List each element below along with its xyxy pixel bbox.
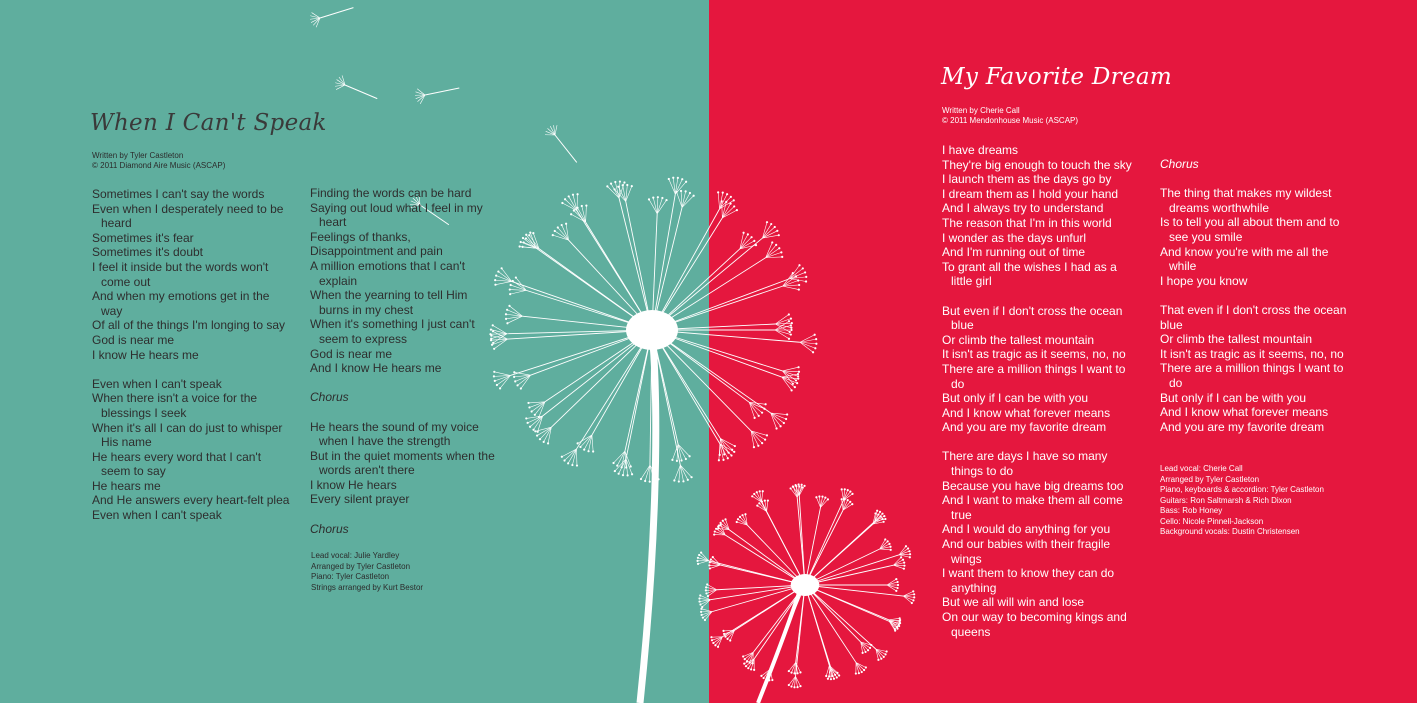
song-title: When I Can't Speak [90,110,327,136]
lyrics-column [310,186,500,536]
lyric-line: I want them to know they can do anything [942,566,1115,595]
lyric-line: A million emotions that I can't explain [310,258,466,288]
lyric-line: When there isn't a voice for the blessings I seek [92,391,258,420]
lyric-line: Or climb the tallest mountain [1160,332,1313,347]
lyric-line: And I always try to understand [942,201,1104,216]
lyric-line: Every silent prayer [310,492,410,507]
lyric-line: Sometimes it's doubt [92,245,204,260]
lyric-line: But in the quiet moments when the words aren't there [310,448,495,478]
stanza-break [310,376,500,391]
stanza-break [1160,172,1355,187]
credit-line: Strings arranged by Kurt Bestor [311,582,424,592]
credit-line: Arranged by Tyler Castleton [311,561,411,571]
lyrics-column [92,187,292,523]
lyrics-column [1160,157,1355,434]
stanza-break [310,405,500,420]
lyric-line: And I know what forever means [1160,405,1329,420]
liner-notes [311,551,423,593]
lyric-line: I know He hears me [92,347,199,362]
credit-line: Cello: Nicole Pinnell-Jackson [1160,516,1264,526]
lyric-line: Sometimes it's fear [92,230,194,245]
lyric-line: Disappointment and pain [310,244,443,259]
song-credits [942,106,1078,126]
lyric-line: There are a million things I want to do [1160,361,1344,390]
lyric-line: And our babies with their fragile wings [942,537,1111,566]
lyric-line: Because you have big dreams too [942,478,1124,493]
credit-line: Bass: Rob Honey [1160,506,1223,515]
credit-line: Piano, keyboards & accordion: Tyler Castleton [1160,485,1324,494]
lyric-line: And I know He hears me [310,361,442,376]
lyric-line: But even if I don't cross the ocean blue [942,303,1123,333]
lyric-line: And I'm running out of time [942,245,1086,260]
song-title: My Favorite Dream [941,64,1172,90]
lyric-line: But only if I can be with you [942,391,1089,406]
lyric-line: And when my emotions get in the way [92,289,270,318]
credit-line: Lead vocal: Julie Yardley [311,551,400,560]
lyric-line: Or climb the tallest mountain [942,332,1095,347]
lyric-line: God is near me [92,332,175,347]
lyric-line: I feel it inside but the words won't come out [92,259,269,289]
lyric-line: I know He hears [310,477,397,492]
lyric-line: Sometimes I can't say the words [92,187,265,201]
credit-line: Piano: Tyler Castleton [311,572,390,581]
lyric-line: He hears the sound of my voice when I have the strength [310,419,479,449]
stanza-break [942,289,1137,304]
lyric-line: blue [1160,317,1183,332]
lyric-line: And I know what forever means [942,405,1111,420]
lyric-line: That even if I don't cross the ocean [1160,302,1347,317]
lyric-line: I have dreams [942,143,1019,157]
lyric-line: When the yearning to tell Him burns in my chest [310,288,468,317]
lyric-line: There are days I have so many things to do [942,449,1108,479]
lyric-line: On our way to becoming kings and queens [942,610,1127,639]
lyric-line: And know you're with me all the while [1160,244,1329,274]
lyric-line: The thing that makes my wildest dreams worthwhile [1160,186,1332,215]
credit-line: Background vocals: Dustin Christensen [1160,527,1300,536]
lyric-line: And I would do anything for you [942,522,1111,537]
lyric-line: Even when I can't speak [92,508,222,523]
lyric-line: He hears every word that I can't seem to say [92,449,262,479]
lyric-line: It isn't as tragic as it seems, no, no [1160,346,1344,361]
lyric-line: Even when I can't speak [92,376,222,391]
written-by: Written by Tyler Castleton [92,151,184,160]
song-credits [92,151,225,171]
lyric-line: And I want to make them all come true [942,493,1123,522]
lyric-line: Is to tell you all about them and to see you smile [1160,215,1340,244]
lyric-line: Feelings of thanks, [310,229,411,244]
stanza-break [92,362,292,377]
lyric-line: But we all will win and lose [942,595,1085,610]
chorus-label: Chorus [1160,157,1199,171]
lyric-line: He hears me [92,478,161,493]
lyric-line: When it's all I can do just to whisper His name [92,420,283,450]
lyric-line: There are a million things I want to do [942,361,1126,391]
lyric-line: It isn't as tragic as it seems, no, no [942,347,1126,362]
stanza-break [310,507,500,522]
lyric-line: When it's something I just can't seem to express [310,317,475,346]
lyric-line: They're big enough to touch the sky [942,157,1132,172]
chorus-label: Chorus [310,390,349,405]
stanza-break [1160,288,1355,303]
credit-line: Arranged by Tyler Castleton [1160,474,1260,484]
lyric-line: I hope you know [1160,273,1248,288]
lyric-line: To grant all the wishes I had as a little girl [942,259,1117,289]
credit-line: Guitars: Ron Saltmarsh & Rich Dixon [1160,495,1292,505]
lyric-line: I launch them as the days go by [942,172,1112,187]
lyric-line: Even when I desperately need to be heard [92,201,284,231]
lyric-line: Saying out loud what I feel in my heart [310,200,483,230]
lyric-line: Of all of the things I'm longing to say [92,318,286,333]
lyric-line: The reason that I'm in this world [942,215,1112,230]
credit-line: Lead vocal: Cherie Call [1160,464,1243,473]
lyric-line: I wonder as the days unfurl [942,230,1087,245]
lyric-line: Finding the words can be hard [310,186,472,200]
stanza-break [942,435,1137,450]
liner-notes [1160,464,1324,538]
copyright: © 2011 Mendonhouse Music (ASCAP) [942,116,1079,125]
copyright: © 2011 Diamond Aire Music (ASCAP) [92,161,226,170]
lyric-line: God is near me [310,346,393,361]
lyrics-column [942,143,1137,639]
lyric-line: And He answers every heart-felt plea [92,493,290,508]
chorus-label: Chorus [310,521,349,536]
lyric-line: And you are my favorite dream [1160,419,1325,434]
lyric-line: But only if I can be with you [1160,390,1307,405]
written-by: Written by Cherie Call [942,106,1020,115]
lyric-line: I dream them as I hold your hand [942,186,1119,201]
lyric-line: And you are my favorite dream [942,420,1107,435]
